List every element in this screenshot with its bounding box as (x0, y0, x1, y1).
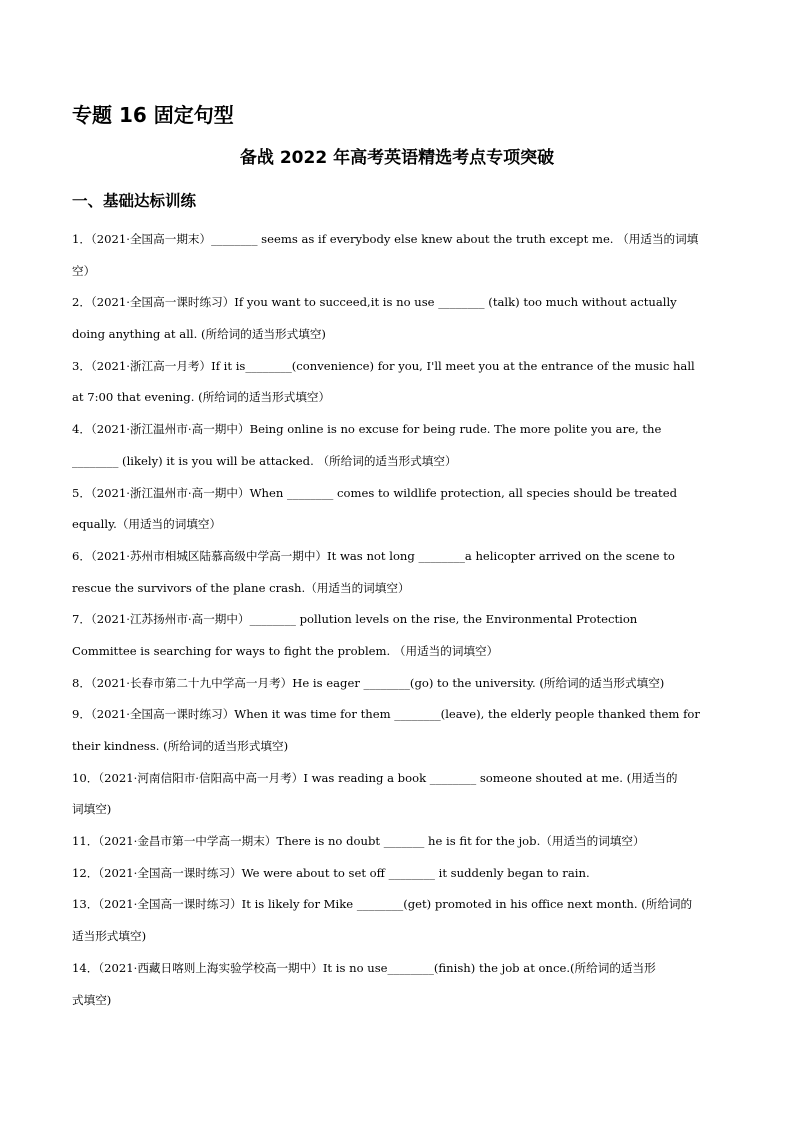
section-heading: 一、基础达标训练 (72, 192, 197, 210)
question-line: 词填空) (72, 802, 112, 817)
question-line: ________ (likely) it is you will be attacked. （所给词的适当形式填空） (72, 453, 457, 468)
question-line: 4．（2021·浙江温州市·高一期中）Being online is no excuse for being rude. The more polite you are, the (72, 422, 662, 437)
question-line: equally.（用适当的词填空） (72, 517, 222, 532)
question-line: 式填空) (72, 992, 112, 1007)
question-line: 6．（2021·苏州市相城区陆慕高级中学高一期中）It was not long ________a helicopter arrived on the scene to (72, 548, 675, 563)
question-line: 5．（2021·浙江温州市·高一期中）When ________ comes to wildlife protection, all species should be treated (72, 485, 677, 500)
question-line: 3．（2021·浙江高一月考）If it is________(convenience) for you, I'll meet you at the entrance of the music hall (72, 358, 695, 373)
question-line: at 7:00 that evening. (所给词的适当形式填空） (72, 390, 331, 405)
question-line: 9．（2021·全国高一课时练习）When it was time for them ________(leave), the elderly people thanked them for (72, 707, 700, 722)
question-line: 11．（2021·金昌市第一中学高一期末）There is no doubt _______ he is fit for the job.（用适当的词填空） (72, 834, 645, 849)
question-line: 适当形式填空) (72, 929, 147, 944)
topic-title: 专题 16 固定句型 (72, 103, 234, 127)
question-line: rescue the survivors of the plane crash.（用适当的词填空） (72, 580, 410, 595)
question-line: 空） (72, 263, 96, 278)
question-line: 1．（2021·全国高一期末）________ seems as if everybody else knew about the truth except me. （用适当的词填 (72, 232, 699, 246)
question-line: 12．（2021·全国高一课时练习）We were about to set off ________ it suddenly began to rain. (72, 865, 590, 880)
question-line: their kindness. (所给词的适当形式填空) (72, 739, 289, 753)
question-line: 8．（2021·长春市第二十九中学高一月考）He is eager ________(go) to the university. (所给词的适当形式填空) (72, 675, 665, 690)
question-list (72, 224, 724, 1016)
document-subtitle: 备战 2022 年高考英语精选考点专项突破 (239, 148, 555, 168)
question-line: 10．（2021·河南信阳市·信阳高中高一月考）I was reading a book ________ someone shouted at me. (用适当的 (72, 770, 678, 785)
question-line: 2．（2021·全国高一课时练习）If you want to succeed,it is no use ________ (talk) too much without actually (72, 295, 677, 310)
question-line: 7．（2021·江苏扬州市·高一期中）________ pollution levels on the rise, the Environmental Protection (72, 612, 638, 627)
question-line: Committee is searching for ways to fight the problem. （用适当的词填空） (72, 643, 499, 658)
question-line: 14．（2021·西藏日喀则上海实验学校高一期中）It is no use________(finish) the job at once.(所给词的适当形 (72, 960, 656, 975)
question-line: 13．（2021·全国高一课时练习）It is likely for Mike ________(get) promoted in his office next month. (所给词的 (72, 897, 693, 912)
question-line: doing anything at all. (所给词的适当形式填空) (72, 327, 326, 342)
